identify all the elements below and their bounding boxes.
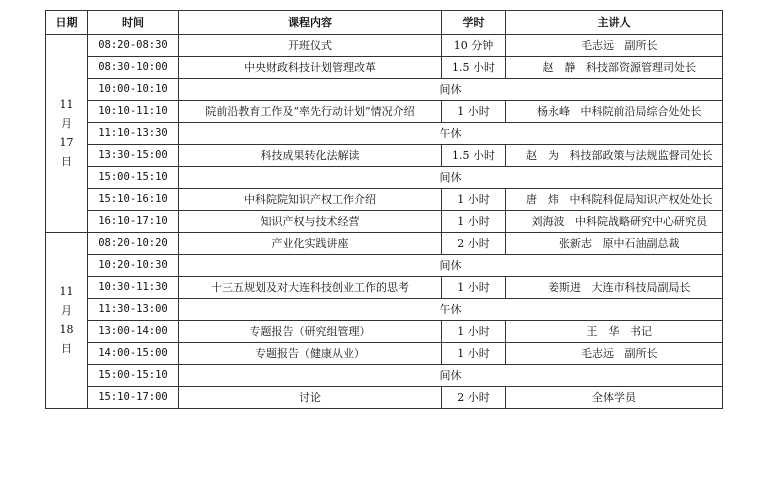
speaker-title: 大连市科技局副局长 — [591, 281, 691, 294]
speaker-title: 中科院科促局知识产权处处长 — [569, 193, 713, 206]
content-cell: 知识产权与技术经营 — [179, 211, 442, 233]
date-cell — [46, 35, 88, 233]
time-cell: 13:00-14:00 — [88, 321, 179, 343]
table-row — [46, 123, 723, 145]
time-cell: 15:00-15:10 — [88, 365, 179, 387]
hours-cell: 1.5 小时 — [442, 145, 506, 167]
break-cell: 午休 — [179, 299, 723, 321]
time-cell: 08:20-08:30 — [88, 35, 179, 57]
speaker-cell — [506, 387, 723, 409]
header-time: 时间 — [88, 11, 179, 35]
speaker-cell — [506, 189, 723, 211]
table-header-row — [46, 11, 723, 35]
speaker-title: 科技部资源管理司处长 — [586, 61, 696, 74]
time-cell: 10:10-11:10 — [88, 101, 179, 123]
table-row — [46, 387, 723, 409]
table-row — [46, 255, 723, 277]
time-cell: 14:00-15:00 — [88, 343, 179, 365]
date-line: 17 — [59, 136, 74, 149]
content-cell: 十三五规划及对大连科技创业工作的思考 — [179, 277, 442, 299]
break-cell: 间休 — [179, 255, 723, 277]
date-line: 日 — [61, 155, 72, 168]
table-row — [46, 79, 723, 101]
table-row — [46, 365, 723, 387]
hours-cell: 2 小时 — [442, 387, 506, 409]
date-line: 月 — [61, 304, 72, 317]
speaker-name: 赵 为 — [526, 149, 559, 162]
header-hours: 学时 — [442, 11, 506, 35]
content-cell: 讨论 — [179, 387, 442, 409]
hours-cell: 1 小时 — [442, 189, 506, 211]
date-cell — [46, 233, 88, 409]
speaker-cell — [506, 145, 723, 167]
speaker-cell — [506, 57, 723, 79]
speaker-cell — [506, 343, 723, 365]
date-line: 11 — [59, 98, 74, 111]
date-line: 18 — [59, 323, 74, 336]
break-cell: 间休 — [179, 365, 723, 387]
header-speaker: 主讲人 — [506, 11, 723, 35]
speaker-title: 中科院战略研究中心研究员 — [575, 215, 707, 228]
table-row — [46, 101, 723, 123]
table-row — [46, 57, 723, 79]
break-cell: 间休 — [179, 79, 723, 101]
hours-cell: 1 小时 — [442, 211, 506, 233]
speaker-full: 全体学员 — [592, 391, 636, 404]
table-row — [46, 299, 723, 321]
time-cell: 13:30-15:00 — [88, 145, 179, 167]
hours-cell: 1 小时 — [442, 343, 506, 365]
speaker-name: 毛志远 — [581, 347, 614, 360]
speaker-cell — [506, 321, 723, 343]
table-row — [46, 233, 723, 255]
speaker-name: 张新志 — [559, 237, 592, 250]
time-cell: 15:10-17:00 — [88, 387, 179, 409]
time-cell: 16:10-17:10 — [88, 211, 179, 233]
table-row — [46, 277, 723, 299]
hours-cell: 1 小时 — [442, 101, 506, 123]
speaker-name: 王 华 — [586, 325, 620, 338]
speaker-title: 副所长 — [624, 39, 658, 52]
content-cell: 中科院院知识产权工作介绍 — [179, 189, 442, 211]
content-cell: 院前沿教育工作及“率先行动计划”情况介绍 — [179, 101, 442, 123]
speaker-cell — [506, 233, 723, 255]
table-row — [46, 343, 723, 365]
break-cell: 午休 — [179, 123, 723, 145]
content-cell: 中央财政科技计划管理改革 — [179, 57, 442, 79]
speaker-name: 杨永峰 — [537, 105, 570, 118]
table-row — [46, 145, 723, 167]
table-row — [46, 211, 723, 233]
time-cell: 11:10-13:30 — [88, 123, 179, 145]
table-row — [46, 189, 723, 211]
time-cell: 10:00-10:10 — [88, 79, 179, 101]
time-cell: 08:30-10:00 — [88, 57, 179, 79]
date-text — [60, 95, 74, 171]
date-line: 日 — [61, 342, 72, 355]
date-text — [60, 282, 74, 358]
speaker-cell — [506, 277, 723, 299]
date-line: 月 — [61, 117, 72, 130]
date-line: 11 — [59, 285, 74, 298]
hours-cell: 1 小时 — [442, 321, 506, 343]
time-cell: 08:20-10:20 — [88, 233, 179, 255]
time-cell: 10:30-11:30 — [88, 277, 179, 299]
speaker-title: 科技部政策与法规监督司处长 — [569, 149, 713, 162]
speaker-name: 唐 炜 — [526, 193, 559, 206]
header-content: 课程内容 — [179, 11, 442, 35]
table-row — [46, 321, 723, 343]
break-cell: 间休 — [179, 167, 723, 189]
speaker-name: 赵 静 — [542, 61, 576, 74]
speaker-name: 毛志远 — [581, 39, 614, 52]
schedule-body — [46, 35, 723, 409]
time-cell: 11:30-13:00 — [88, 299, 179, 321]
content-cell: 产业化实践讲座 — [179, 233, 442, 255]
content-cell: 开班仪式 — [179, 35, 442, 57]
time-cell: 15:10-16:10 — [88, 189, 179, 211]
speaker-title: 书记 — [630, 325, 652, 338]
speaker-title: 原中石油副总裁 — [602, 237, 680, 250]
time-cell: 10:20-10:30 — [88, 255, 179, 277]
hours-cell: 2 小时 — [442, 233, 506, 255]
speaker-title: 中科院前沿局综合处处长 — [580, 105, 702, 118]
header-date: 日期 — [46, 11, 88, 35]
hours-cell: 1 小时 — [442, 277, 506, 299]
speaker-title: 副所长 — [624, 347, 658, 360]
hours-cell: 1.5 小时 — [442, 57, 506, 79]
hours-cell: 10 分钟 — [442, 35, 506, 57]
table-row — [46, 35, 723, 57]
speaker-cell — [506, 101, 723, 123]
speaker-cell — [506, 211, 723, 233]
speaker-name: 姜斯进 — [548, 281, 581, 294]
time-cell: 15:00-15:10 — [88, 167, 179, 189]
content-cell: 专题报告（健康从业） — [179, 343, 442, 365]
course-schedule-table — [45, 10, 723, 409]
content-cell: 专题报告（研究组管理） — [179, 321, 442, 343]
speaker-name: 刘海波 — [531, 215, 565, 228]
speaker-cell — [506, 35, 723, 57]
content-cell: 科技成果转化法解读 — [179, 145, 442, 167]
table-row — [46, 167, 723, 189]
